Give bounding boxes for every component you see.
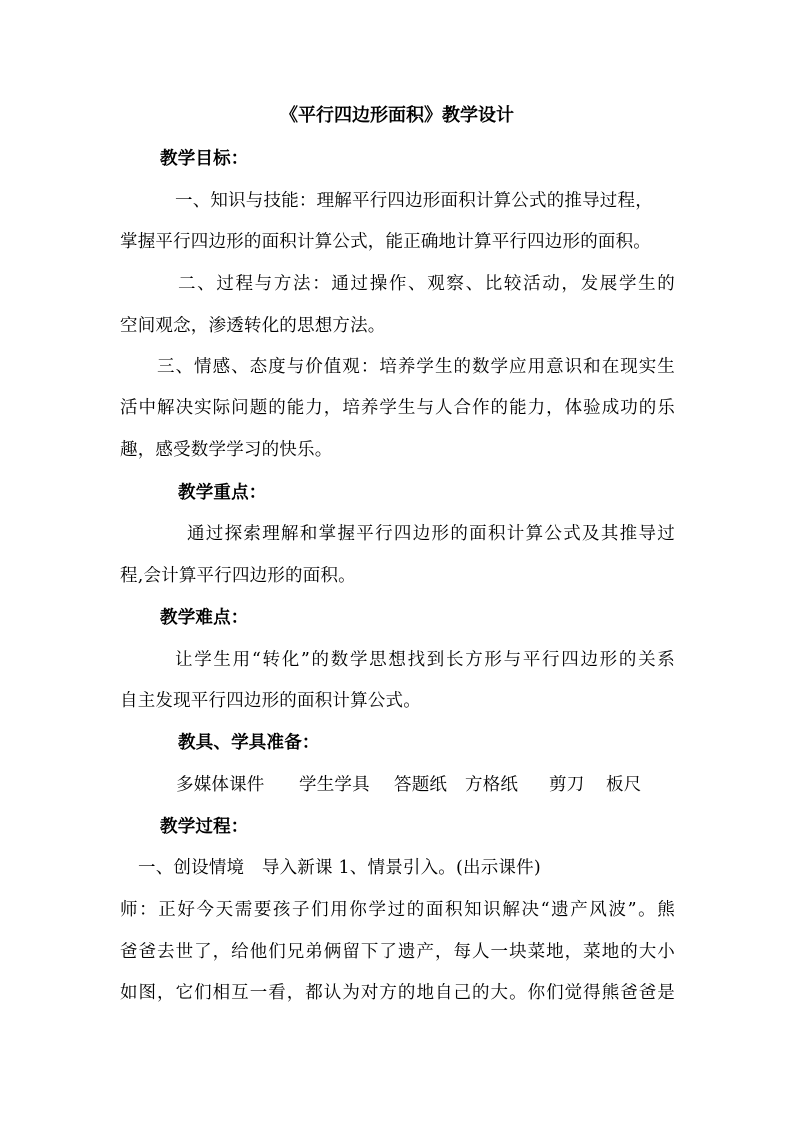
key-points-line-1: 通过探索理解和掌握平行四边形的面积计算公式及其推导过 <box>187 524 675 544</box>
preparation-item: 剪刀 <box>549 775 585 795</box>
preparation-item: 答题纸 <box>394 775 448 795</box>
preparation-item: 方格纸 <box>465 775 519 795</box>
process-paragraph-line-1: 师：正好今天需要孩子们用你学过的面积知识解决“遗产风波”。熊 <box>120 900 675 920</box>
document-title: 《平行四边形面积》教学设计 <box>280 105 514 126</box>
difficulties-heading: 教学难点： <box>160 608 249 628</box>
key-points-heading: 教学重点： <box>178 483 267 503</box>
process-paragraph-line-3: 如图，它们相互一看，都认为对方的地自己的大。你们觉得熊爸爸是 <box>120 983 675 1003</box>
process-heading: 教学过程： <box>160 817 249 837</box>
objective-3-line-1: 三、情感、态度与价值观：培养学生的数学应用意识和在现实生 <box>157 357 675 377</box>
objective-3-line-2: 活中解决实际问题的能力，培养学生与人合作的能力，体验成功的乐 <box>120 398 675 418</box>
preparation-items <box>176 774 641 796</box>
objective-1-line-2: 掌握平行四边形的面积计算公式，能正确地计算平行四边形的面积。 <box>120 232 651 252</box>
preparation-heading: 教具、学具准备： <box>178 733 320 753</box>
objectives-heading: 教学目标： <box>160 149 249 169</box>
process-paragraph-line-2: 爸爸去世了，给他们兄弟俩留下了遗产，每人一块菜地，菜地的大小 <box>120 942 675 962</box>
difficulties-line-1: 让学生用“转化”的数学思想找到长方形与平行四边形的关系 <box>175 650 675 670</box>
preparation-item: 学生学具 <box>299 775 370 795</box>
difficulties-line-2: 自主发现平行四边形的面积计算公式。 <box>120 691 421 711</box>
preparation-item: 板尺 <box>606 775 642 795</box>
objective-3-line-3: 趣，感受数学学习的快乐。 <box>120 440 333 460</box>
process-step-1: 一、创设情境 导入新课 1、情景引入。(出示课件) <box>138 858 541 878</box>
objective-1-line-1: 一、知识与技能：理解平行四边形面积计算公式的推导过程， <box>175 191 653 211</box>
objective-2-line-1: 二、过程与方法：通过操作、观察、比较活动，发展学生的 <box>178 274 675 294</box>
objective-2-line-2: 空间观念，渗透转化的思想方法。 <box>120 316 386 336</box>
key-points-line-2: 程,会计算平行四边形的面积。 <box>120 566 356 586</box>
preparation-item: 多媒体课件 <box>176 775 265 795</box>
